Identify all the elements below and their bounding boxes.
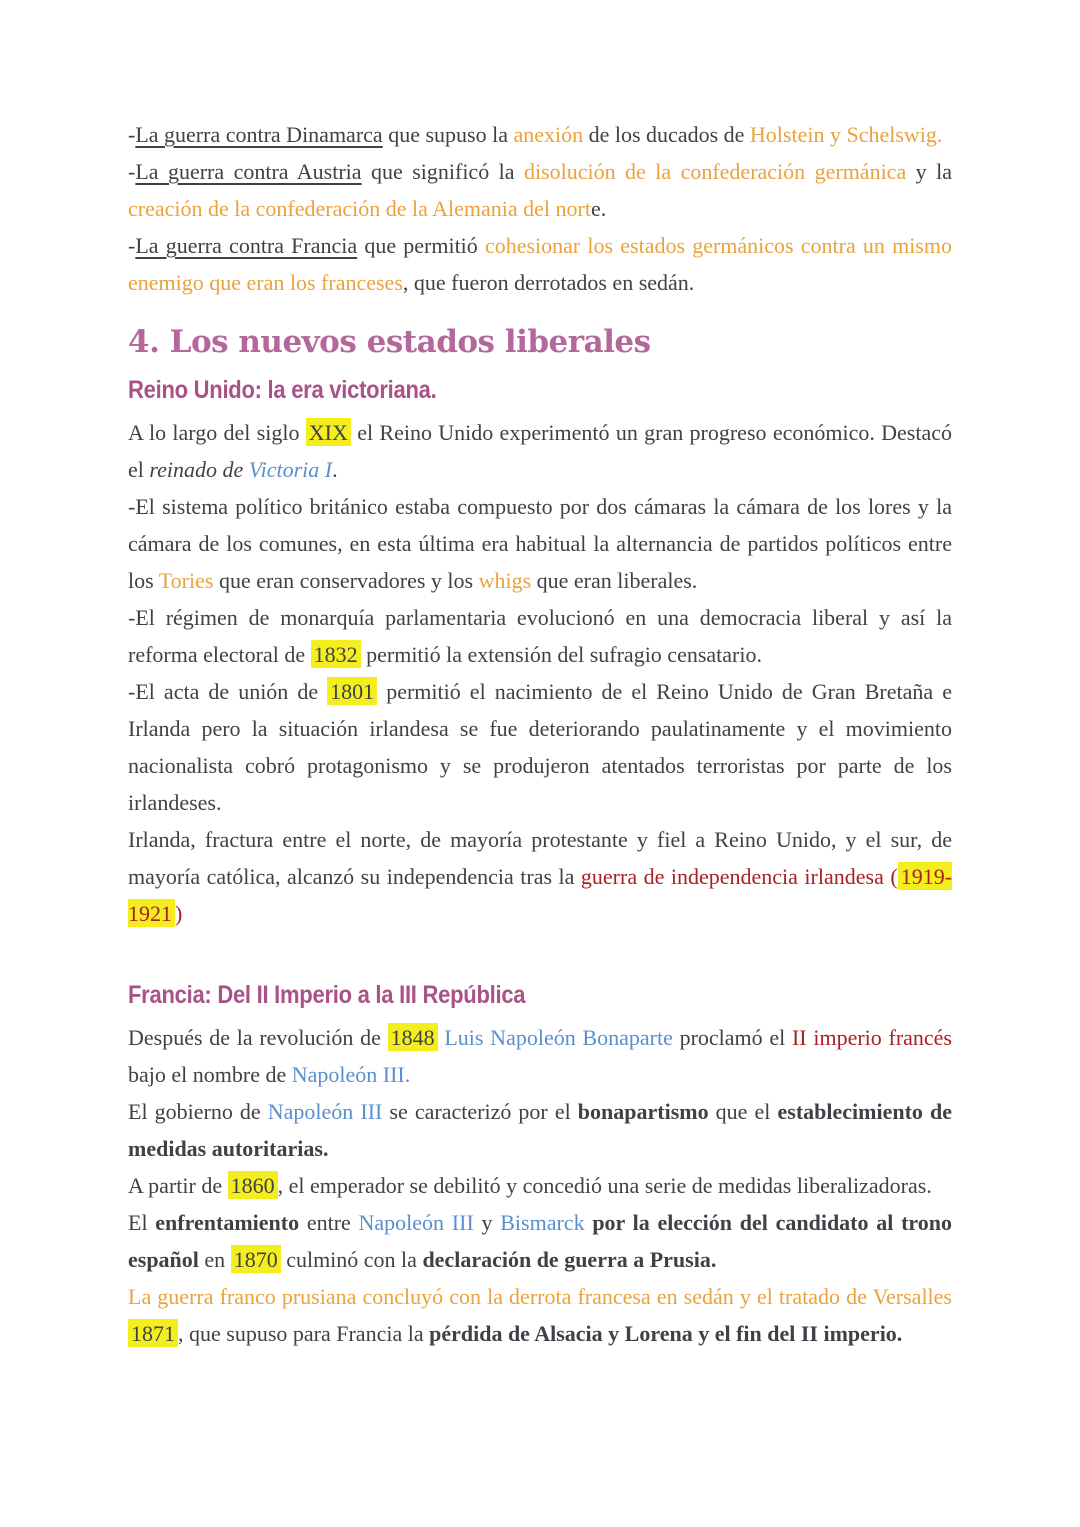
text-run: - bbox=[128, 159, 136, 184]
subheading-francia: Francia: Del II Imperio a la III República bbox=[128, 980, 526, 1009]
text-run: que permitió bbox=[357, 233, 485, 258]
text-run-orange: whigs bbox=[478, 567, 532, 593]
text-run-blue: Napoleón III bbox=[267, 1098, 383, 1124]
paragraph-guerra-francia bbox=[128, 227, 952, 301]
highlighted-date: 1919-1921 bbox=[128, 863, 953, 926]
highlighted-date: 1870 bbox=[231, 1245, 281, 1273]
paragraph-guerra-austria bbox=[128, 153, 952, 227]
text-run-underlined: La guerra contra Austria bbox=[135, 159, 362, 184]
paragraph-irlanda-independencia bbox=[128, 821, 952, 932]
text-run: e. bbox=[591, 196, 607, 221]
text-run: - bbox=[128, 122, 136, 147]
text-run: proclamó el bbox=[672, 1024, 792, 1050]
text-run-red: ) bbox=[175, 900, 183, 926]
paragraph-reforma-1832 bbox=[128, 599, 952, 673]
paragraph-medidas-1860 bbox=[128, 1167, 952, 1204]
text-run-italic: reinado de bbox=[149, 456, 249, 482]
text-run: y bbox=[473, 1209, 501, 1235]
text-run-orange: Holstein y Schelswig. bbox=[749, 122, 943, 147]
paragraph-guerra-dinamarca bbox=[128, 116, 952, 153]
text-run-underlined: La guerra contra Francia bbox=[135, 233, 358, 258]
text-run: . bbox=[332, 456, 338, 482]
highlighted-date: 1860 bbox=[228, 1171, 278, 1199]
text-run-red: ( bbox=[883, 863, 898, 889]
text-run-orange: cohesionar los estados germánicos contra un mismo enemigo que eran los franceses bbox=[128, 233, 952, 295]
text-run: El gobierno de bbox=[128, 1098, 268, 1124]
text-run-blue: Victoria I bbox=[248, 456, 333, 482]
text-run-bold: enfrentamiento bbox=[155, 1209, 300, 1235]
text-run: - bbox=[128, 233, 136, 258]
text-run-blue: Napoleón III. bbox=[291, 1061, 411, 1087]
notes-text-block bbox=[128, 116, 952, 1352]
text-run: -El sistema político británico estaba compuesto por dos cámaras la cámara de los lores y la cámara de los comunes, en esta última era habitual la alternancia de partidos políticos entre los bbox=[128, 493, 952, 593]
text-run: y la bbox=[906, 159, 952, 184]
text-run: , el emperador se debilitó y concedió una serie de medidas liberalizadoras. bbox=[277, 1172, 932, 1198]
highlighted-date: 1832 bbox=[311, 640, 361, 668]
text-run: Después de la revolución de bbox=[128, 1024, 388, 1050]
text-run: , que fueron derrotados en sedán. bbox=[402, 270, 695, 295]
text-run: Irlanda, fractura entre el norte, de mayoría protestante y fiel a Reino Unido, y el sur, de mayoría católica, alcanzó su independencia tras la bbox=[128, 826, 952, 889]
highlighted-date: XIX bbox=[306, 418, 351, 446]
paragraph-enfrentamiento-1870 bbox=[128, 1204, 952, 1278]
text-run: A partir de bbox=[128, 1172, 228, 1198]
paragraph-sistema-politico bbox=[128, 488, 952, 599]
text-run: que supuso la bbox=[382, 122, 514, 147]
text-run: El bbox=[128, 1209, 156, 1235]
text-run-bold: pérdida de Alsacia y Lorena y el fin del II imperio. bbox=[429, 1320, 903, 1346]
text-run-red: guerra de independencia irlandesa bbox=[580, 863, 884, 889]
paragraph-revolucion-1848 bbox=[128, 1019, 952, 1093]
subheading-reino-unido: Reino Unido: la era victoriana. bbox=[128, 375, 437, 404]
highlighted-date: 1801 bbox=[327, 677, 377, 705]
text-run-underlined: La guerra contra Dinamarca bbox=[135, 122, 383, 147]
paragraph-gobierno-napoleon bbox=[128, 1093, 952, 1167]
text-run: el Reino Unido experimentó un gran progreso económico. Destacó el bbox=[128, 419, 952, 482]
text-run-orange: Tories bbox=[158, 567, 214, 593]
text-run: que eran liberales. bbox=[531, 567, 698, 593]
text-run-red: II imperio francés bbox=[791, 1024, 952, 1050]
text-run: entre bbox=[299, 1209, 359, 1235]
text-run-orange: creación de la confederación de la Alemania del nort bbox=[128, 196, 591, 221]
text-run: , que supuso para Francia la bbox=[178, 1320, 430, 1346]
text-run-bold: declaración de guerra a Prusia. bbox=[422, 1246, 717, 1272]
text-run: que significó la bbox=[361, 159, 524, 184]
text-run-orange: La guerra franco prusiana concluyó con la derrota francesa en sedán y el tratado de Versalles bbox=[128, 1283, 952, 1309]
text-run: -El régimen de monarquía parlamentaria evolucionó en una democracia liberal y así la reforma electoral de bbox=[128, 604, 952, 667]
text-run-orange: anexión bbox=[513, 122, 584, 147]
text-run: que eran conservadores y los bbox=[213, 567, 479, 593]
text-run-bold: establecimiento de medidas autoritarias. bbox=[128, 1098, 952, 1161]
text-run: que el bbox=[708, 1098, 778, 1124]
text-run: culminó con la bbox=[280, 1246, 423, 1272]
text-run-bold: bonapartismo bbox=[577, 1098, 709, 1124]
text-run-bold: por la elección del candidato al trono español bbox=[128, 1209, 953, 1272]
text-run-blue: Napoleón III bbox=[358, 1209, 474, 1235]
text-run: permitió el nacimiento de el Reino Unido de Gran Bretaña e Irlanda pero la situación irlandesa se fue deteriorando paulatinamente y el movimiento nacionalista cobró protagonismo y se produjeron atentados terroristas por parte de los irlandeses. bbox=[128, 678, 952, 815]
highlighted-date: 1848 bbox=[388, 1023, 438, 1051]
text-run-blue: Luis Napoleón Bonaparte bbox=[444, 1024, 673, 1050]
text-run: bajo el nombre de bbox=[128, 1061, 292, 1087]
text-run-orange: disolución de la confederación germánica bbox=[523, 159, 907, 184]
text-run: permitió la extensión del sufragio censatario. bbox=[360, 641, 762, 667]
text-run: de los ducados de bbox=[583, 122, 750, 147]
paragraph-guerra-franco-prusiana bbox=[128, 1278, 952, 1352]
text-run: -El acta de unión de bbox=[128, 678, 328, 704]
section-heading-nuevos-estados: 4. Los nuevos estados liberales bbox=[128, 324, 651, 360]
text-run: en bbox=[198, 1246, 231, 1272]
paragraph-acta-union-1801 bbox=[128, 673, 952, 821]
text-run: se caracterizó por el bbox=[382, 1098, 578, 1124]
paragraph-siglo-xix bbox=[128, 414, 952, 488]
text-run: A lo largo del siglo bbox=[128, 419, 306, 445]
highlighted-date: 1871 bbox=[128, 1319, 178, 1347]
text-run-blue: Bismarck bbox=[500, 1209, 585, 1235]
